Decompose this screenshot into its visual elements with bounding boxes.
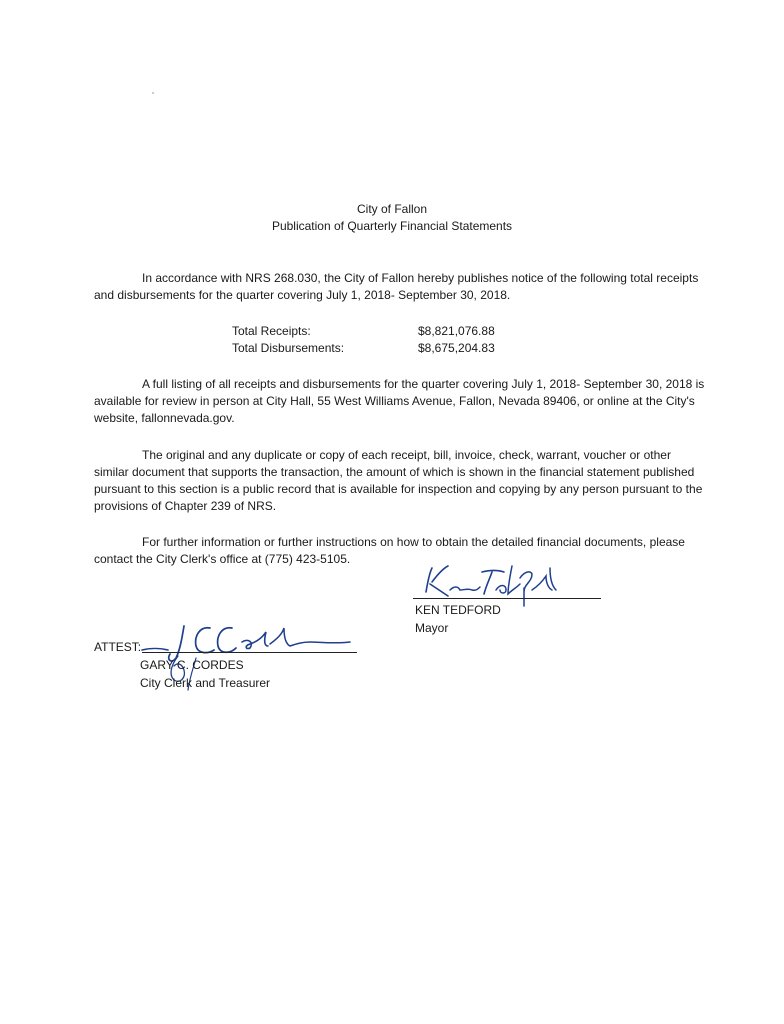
paragraph-listing-text: A full listing of all receipts and disbursements for the quarter covering July 1, 2018- September 30, 2018 is available for review in person at City Hall, 55 West Williams Avenue, Fallon, Nevada 89406, or online at the City's website, fallonnevada.gov.: [94, 377, 705, 425]
attest-name: GARY C. CORDES: [140, 658, 244, 672]
attest-label: ATTEST:: [94, 640, 142, 654]
total-disbursements-row: [0, 340, 784, 357]
paragraph-intro: [94, 270, 706, 304]
total-disbursements-label: Total Disbursements:: [232, 341, 345, 355]
document-city: City of Fallon: [356, 202, 428, 216]
attest-title: City Clerk and Treasurer: [140, 676, 271, 690]
paragraph-listing: [94, 376, 706, 427]
total-receipts-row: [0, 323, 784, 340]
mayor-name: KEN TEDFORD: [415, 603, 501, 617]
scan-speck: [152, 92, 154, 94]
total-disbursements-amount: $8,675,204.83: [418, 341, 495, 355]
paragraph-records-text: The original and any duplicate or copy of each receipt, bill, invoice, check, warrant, voucher or other similar document that supports the transaction, the amount of which is shown in the financial statement published pursuant to this section is a public record that is available for inspection and copying by any person pursuant to the provisions of Chapter 239 of NRS.: [94, 448, 703, 513]
paragraph-records: [94, 447, 706, 515]
mayor-signature-line: [413, 598, 601, 599]
paragraph-contact: [94, 534, 706, 568]
mayor-title: Mayor: [415, 621, 449, 635]
paragraph-intro-text: In accordance with NRS 268.030, the City of Fallon hereby publishes notice of the following total receipts and disbursements for the quarter covering July 1, 2018- September 30, 2018.: [94, 271, 699, 302]
paragraph-contact-text: For further information or further instructions on how to obtain the detailed financial documents, please contact the City Clerk's office at (775) 423-5105.: [94, 535, 685, 566]
attest-signature-line: [142, 652, 357, 653]
total-receipts-amount: $8,821,076.88: [418, 324, 495, 338]
total-receipts-label: Total Receipts:: [232, 324, 311, 338]
document-title: Publication of Quarterly Financial Statements: [271, 219, 513, 233]
